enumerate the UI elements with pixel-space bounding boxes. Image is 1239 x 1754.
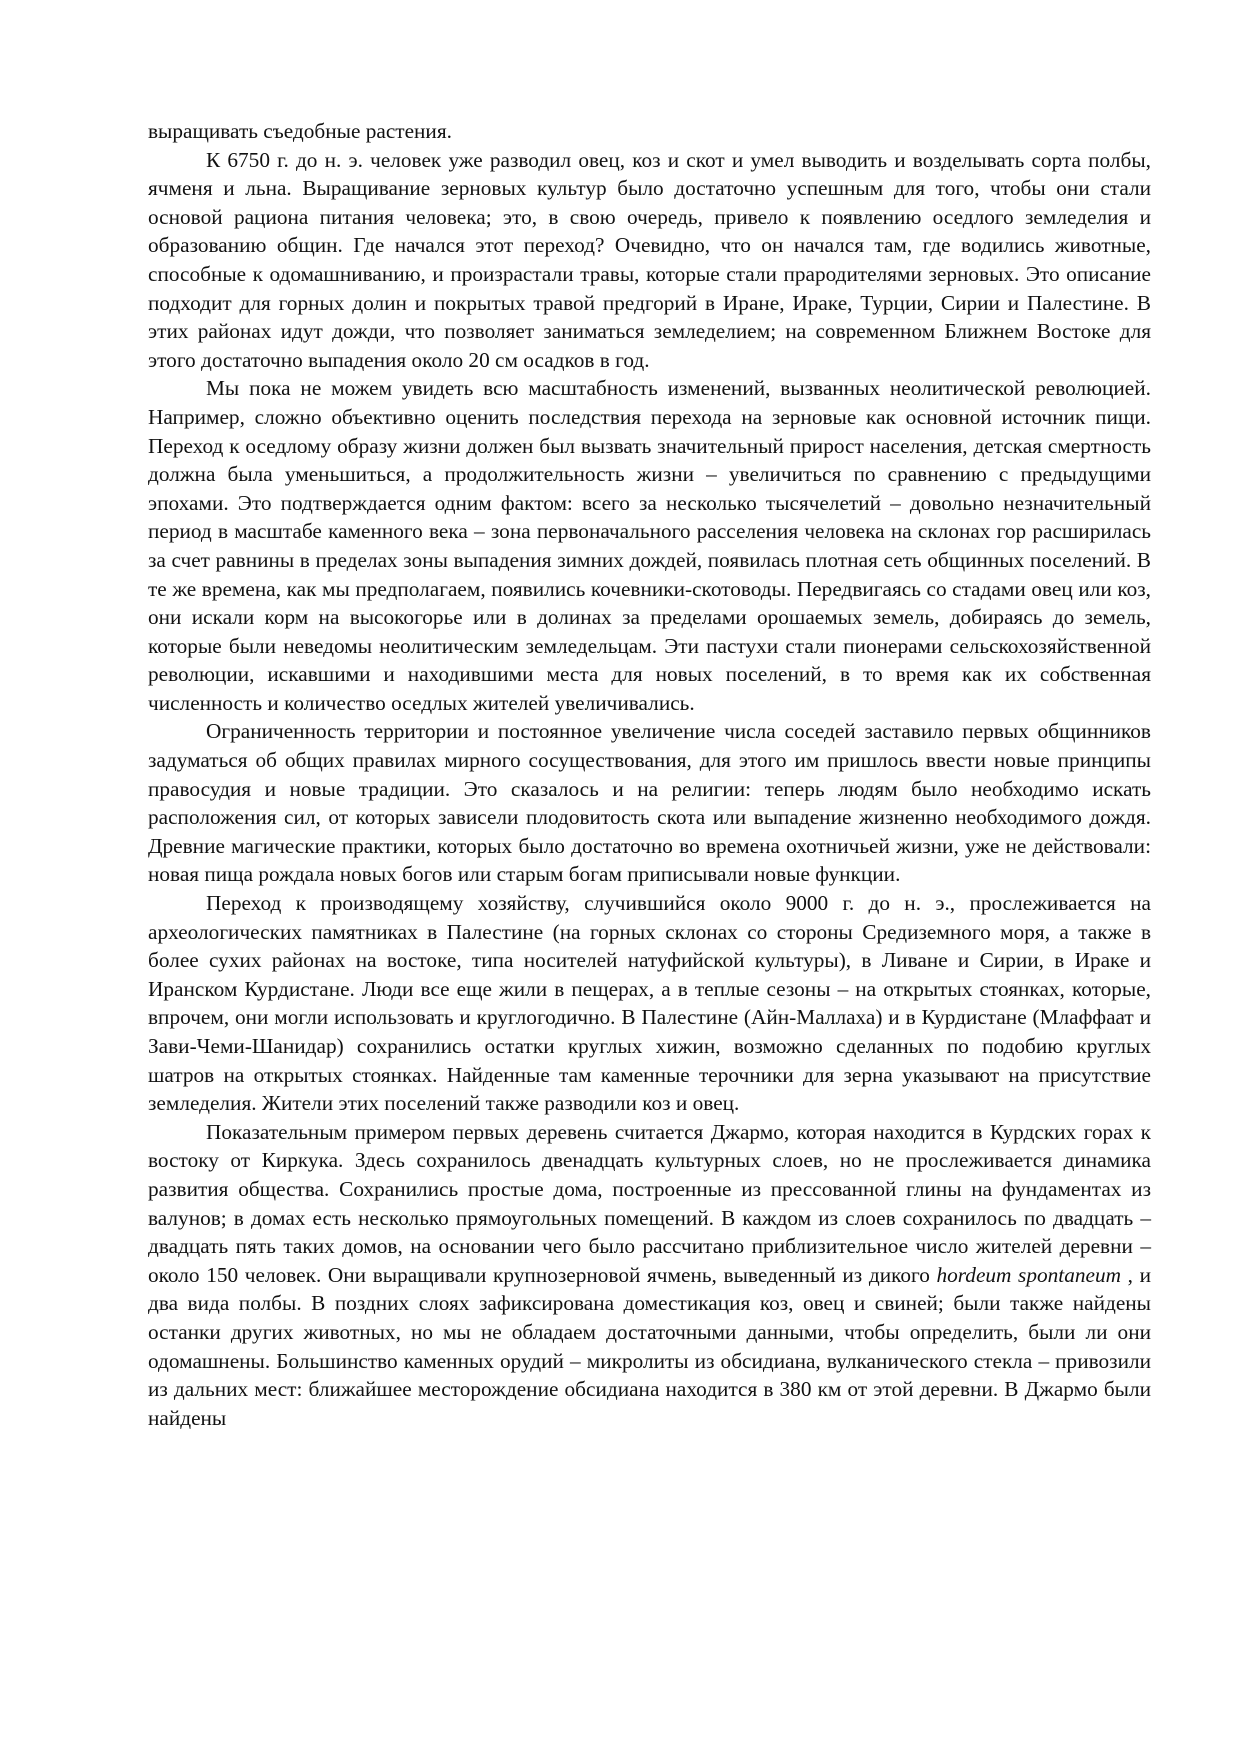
paragraph: К 6750 г. до н. э. человек уже разводил овец, коз и скот и умел выводить и возделывать сорта полбы, ячменя и льна. Выращивание зерновых культур было достаточно успешным для того, чтобы они стали основой рациона питания человека; это, в свою очередь, привело к появлению оседлого земледелия и образованию общин. Где начался этот переход? Очевидно, что он начался там, где водились животные, способные к одомашниванию, и произрастали травы, которые стали прародителями зерновых. Это описание подходит для горных долин и покрытых травой предгорий в Иране, Ираке, Турции, Сирии и Палестине. В этих районах идут дожди, что позволяет заниматься земледелием; на современном Ближнем Востоке для этого достаточно выпадения около 20 см осадков в год. (148, 147, 1151, 372)
paragraph: Мы пока не можем увидеть всю масштабность изменений, вызванных неолитической революцией. Например, сложно объективно оценить последствия перехода на зерновые как основной источник пищи. Переход к оседлому образу жизни должен был вызвать значительный прирост населения, детская смертность должна была уменьшиться, а продолжительность жизни – увеличиться по сравнению с предыдущими эпохами. Это подтверждается одним фактом: всего за несколько тысячелетий – довольно незначительный период в масштабе каменного века – зона первоначального расселения человека на склонах гор расширилась за счет равнины в пределах зоны выпадения зимних дождей, появилась плотная сеть общинных поселений. В те же времена, как мы предполагаем, появились кочевники-скотоводы. Передвигаясь со стадами овец или коз, они искали корм на высокогорье или в долинах за пределами орошаемых земель, добираясь до земель, которые были неведомы неолитическим земледельцам. Эти пастухи стали пионерами сельскохозяйственной революции, искавшими и находившими места для новых поселений, в то время как их собственная численность и количество оседлых жителей увеличивались. (148, 376, 1151, 715)
paragraph: выращивать съедобные растения. (148, 119, 452, 143)
paragraph-text-end: , и два вида полбы. В поздних слоях зафиксирована доместикация коз, овец и свиней; были также найдены останки других животных, но мы не обладаем достаточными данными, чтобы определить, были ли они одомашнены. Большинство каменных орудий – микролиты из обсидиана, вулканического стекла – привозили из дальних мест: ближайшее месторождение обсидиана находится в 380 км от этой деревни. В Джармо были найдены (148, 1262, 1151, 1430)
paragraph-last (148, 1118, 1151, 1433)
paragraph: Ограниченность территории и постоянное увеличение числа соседей заставило первых общинников задуматься об общих правилах мирного сосуществования, для этого им пришлось ввести новые принципы правосудия и новые традиции. Это сказалось и на религии: теперь людям было необходимо искать расположения сил, от которых зависели плодовитость скота или выпадение жизненно необходимого дождя. Древние магические практики, которых было достаточно во времена охотничьей жизни, уже не действовали: новая пища рождала новых богов или старым богам приписывали новые функции. (148, 719, 1151, 887)
paragraph-text-start: Показательным примером первых деревень считается Джармо, которая находится в Курдских горах к востоку от Киркука. Здесь сохранилось двенадцать культурных слоев, но не прослеживается динамика развития общества. Сохранились простые дома, построенные из прессованной глины на фундаментах из валунов; в домах есть несколько прямоугольных помещений. В каждом из слоев сохранилось по двадцать – двадцать пять таких домов, на основании чего было рассчитано приблизительное число жителей деревни – около 150 человек. Они выращивали крупнозерновой ячмень, выведенный из дикого (148, 1119, 1151, 1287)
latin-species-name: hordeum spontaneum (936, 1262, 1121, 1287)
paragraph: Переход к производящему хозяйству, случившийся около 9000 г. до н. э., прослеживается на археологических памятниках в Палестине (на горных склонах со стороны Средиземного моря, а также в более сухих районах на востоке, типа носителей натуфийской культуры), в Ливане и Сирии, в Ираке и Иранском Курдистане. Люди все еще жили в пещерах, а в теплые сезоны – на открытых стоянках, которые, впрочем, они могли использовать и круглогодично. В Палестине (Айн-Маллаха) и в Курдистане (Млаффаат и Зави-Чеми-Шанидар) сохранились остатки круглых хижин, возможно сделанных по подобию круглых шатров на открытых стоянках. Найденные там каменные терочники для зерна указывают на присутствие земледелия. Жители этих поселений также разводили коз и овец. (148, 891, 1151, 1116)
document-page (148, 117, 1151, 1432)
